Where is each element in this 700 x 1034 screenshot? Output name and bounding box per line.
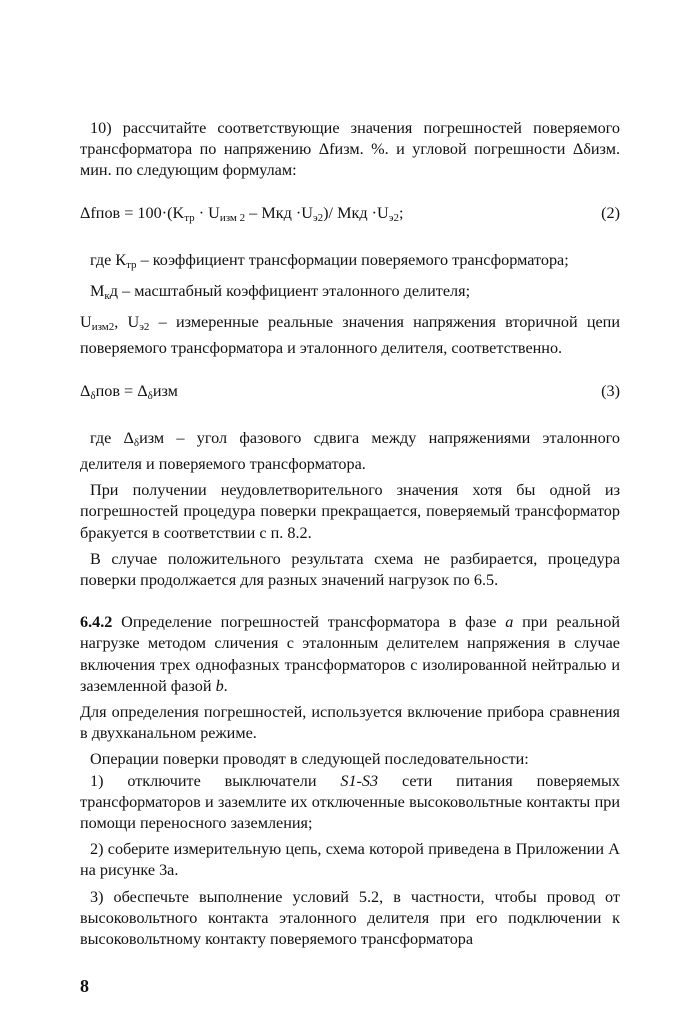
formula-2-number: (2) — [601, 203, 620, 222]
formula-3 — [80, 381, 620, 407]
paragraph-operations: Операции поверки проводят в следующей последовательности: — [90, 750, 529, 769]
section-number: 6.4.2 — [80, 613, 113, 632]
page-number: 8 — [80, 976, 89, 996]
formula-3-number: (3) — [601, 381, 620, 400]
item-10: 10) рассчитайте соответствующие значения погрешностей поверяемого трансформатора по напряжению Δfизм. %. и угловой погрешности Δδизм. мин. по следующим формулам: — [80, 119, 620, 180]
where-u: $U_{изм2}$, $U_{э2}$ – измеренные реальные значения напряжения вторичной цепи поверяемого трансформатора и эталонного делителя, соответственно. — [80, 313, 620, 358]
where-k-tr: где $К_{тр}$ – коэффициент трансформации поверяемого трансформатора; — [90, 250, 569, 271]
step-3: 3) обеспечьте выполнение условий 5.2, в частности, чтобы провод от высоковольтного контакта эталонного делителя при его подключении к высоковольтному контакту поверяемого трансформатора — [80, 887, 620, 949]
where-mkd: $M_кд$ – масштабный коэффициент эталонного делителя; — [90, 282, 471, 303]
paragraph-fail: При получении неудовлетворительного значения хотя бы одной из погрешностей процедура поверки прекращается, поверяемый трансформатор бракуется в соответствии с п. 8.2. — [80, 481, 620, 542]
step-1: 1) отключите выключатели S1-S3 сети питания поверяемых трансформаторов и заземлите их отключенные высоковольтные контакты при помощи переносного заземления; — [80, 771, 620, 833]
paragraph-device: Для определения погрешностей, используется включение прибора сравнения в двухканальном режиме. — [80, 703, 620, 743]
formula-3-expression: $\Delta_\delta пов = \Delta_\delta изм$ — [80, 381, 178, 402]
page-body — [80, 118, 620, 950]
formula-2 — [80, 203, 620, 229]
step-2: 2) соберите измерительную цепь, схема которой приведена в Приложении А на рисунке 3а. — [80, 840, 620, 880]
paragraph-ok: В случае положительного результата схема не разбирается, процедура поверки продолжается для разных значений нагрузок по 6.5. — [80, 549, 620, 590]
formula-2-expression: Δfпов = $100\cdot(K_{тр} \cdot U_{изм 2}$ – Mкд $\cdot U_{э2})/$ Mкд $\cdot U_{э2}$; — [80, 203, 404, 224]
where-delta: где $\Delta_\delta изм$ – угол фазового сдвига между напряжениями эталонного делителя и поверяемого трансформатора. — [80, 428, 620, 474]
section-6-4-2: 6.4.2 Определение погрешностей трансформатора в фазе а при реальной нагрузке методом сличения с эталонным делителем напряжения в случае включения трех однофазных трансформаторов с изолированной нейтралью и заземленной фазой b. — [80, 613, 621, 695]
